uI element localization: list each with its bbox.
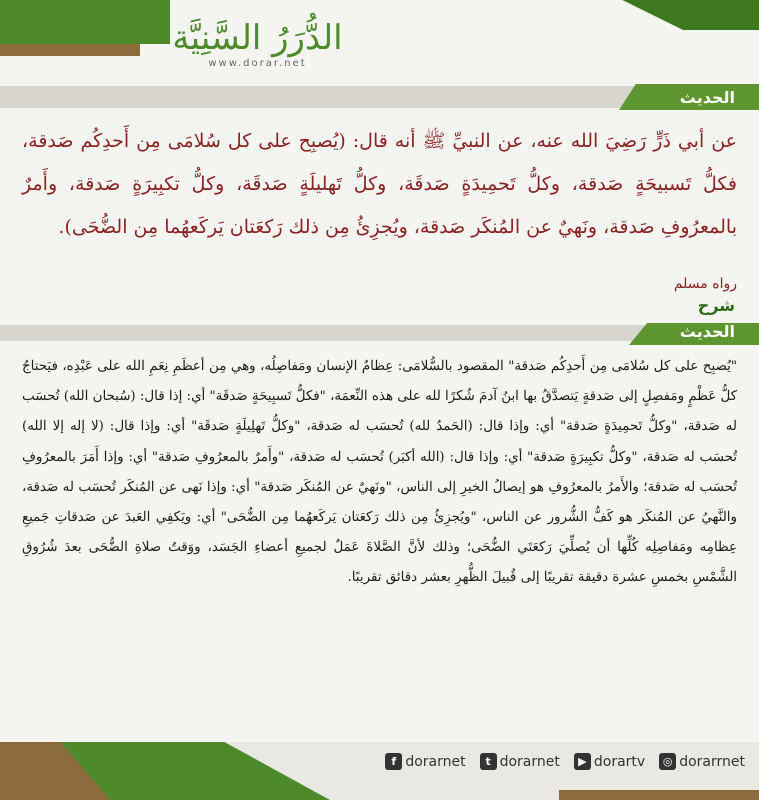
section-title-sharh: شرح xyxy=(697,296,735,315)
logo-wordmark: الدُّرَرُ السَّنِيَّة xyxy=(172,18,343,58)
social-link-facebook[interactable] xyxy=(385,753,465,770)
logo xyxy=(160,18,355,74)
logo-url: www.dorar.net xyxy=(208,58,307,69)
twitter-icon: t xyxy=(480,753,497,770)
social-link-youtube[interactable] xyxy=(574,753,645,770)
youtube-icon: ▶ xyxy=(574,753,591,770)
facebook-icon: f xyxy=(385,753,402,770)
social-link-twitter[interactable] xyxy=(480,753,560,770)
hadith-text: عن أبي ذَرٍّ رَضِيَ الله عنه، عن النبيِّ ﷺ أنه قال: (يُصبِح على كل سُلامَى مِن أَحدِكُم صَدقة، فكلُّ تَسبيحَةٍ صَدقة، وكلُّ تَحمِيدَةٍ صَدقَة، وكلُّ تَهليلَةٍ صَدقَة، وكلُّ تكبِيرَةٍ صَدقة، وأَمرٌ بالمعرُوفِ صَدقة، ونَهيٌ عن المُنكَر صَدقة، ويُجزِئُ مِن ذلك رَكعَتان يَركَعهُما مِن الضُّحَى). xyxy=(22,130,737,238)
social-link-instagram[interactable] xyxy=(659,753,745,770)
decor-band-top-left-brown xyxy=(0,44,140,56)
social-handle: dorarnet xyxy=(499,753,560,770)
explanation-text: "يُصبِح على كل سُلامَى مِن أَحدِكُم صَدقة" المقصود بالسُّلامَى: عِظامُ الإنسان ومَفاصِلُه، وهي مِن أعظَمِ نِعَمِ الله على عَبْدِه، فيَحتاجُ كلُّ عَظْمٍ ومَفصِلٍ إلى صَدقةٍ يَتصدَّقُ بها ابنُ آدمَ شُكرًا لله على هذه النِّعمَة، "فكلُّ تَسبِيحَةٍ صَدقَة" أي: إذا قال: (سُبحان الله) تُحسَب له صَدقة، "وكلُّ تَحمِيدَةٍ صَدقة" أي: وإذا قال: (الحَمدُ لله) تُحسَب له صَدقة، "وكلُّ تَهلِيلَةٍ صَدقَة" أي: وإذا قال: (لا إله إلا الله) تُحسَب له صَدقة، "وكلُّ تكبِيرَةٍ صَدقة" أي: وإذا قال: (الله أكبَر) تُحسَب له صَدقة، "وأَمرٌ بالمعرُوفِ صَدقة" أي: وإذا أَمَرَ بالمعرُوفِ تُحسَب له صَدقة؛ والأَمرُ بالمعرُوفِ هو إيصالُ الخيرِ إلى الناس، "ونَهيٌ عن المُنكَر صَدقة" أي: وإذا نَهى عن المُنكَر تُحسَب له صَدقة، والنَّهيُ عن المُنكَر هو كَفُّ الشُّرور عن الناس، "ويُجزِئُ مِن ذلك رَكعَتان يَركَعهُما مِن الضُّحَى" أي: ويَكفِي العَبدَ عن صَدقاتِ جَميعِ عِظامِه ومَفاصِلِه كُلِّها أن يُصلِّيَ رَكعَتَي الضُّحَى؛ وذلك لأنَّ الصَّلاةَ عَمَلٌ لجميعِ أعضاءِ الجَسَد، ووَقتُ صلاةِ الضُّحَى بعدَ شُرُوقِ الشَّمْسِ بخمسِ عشرة دقيقة تقريبًا إلى قُبيلَ الظُّهرِ بعشر دقائق تقريبًا. xyxy=(22,359,737,586)
decor-footer-right xyxy=(559,790,759,800)
social-handle: dorartv xyxy=(593,753,646,770)
hadith-source: رواه مسلم xyxy=(673,276,737,292)
social-handle: dorarrnet xyxy=(679,753,745,770)
instagram-icon: ◎ xyxy=(659,753,676,770)
section-title-sharh-hadith: الحديث xyxy=(679,322,735,341)
social-handle: dorarnet xyxy=(405,753,466,770)
section-title-hadith: الحديث xyxy=(679,88,735,107)
decor-band-top-left xyxy=(0,0,170,44)
social-links xyxy=(385,753,745,770)
